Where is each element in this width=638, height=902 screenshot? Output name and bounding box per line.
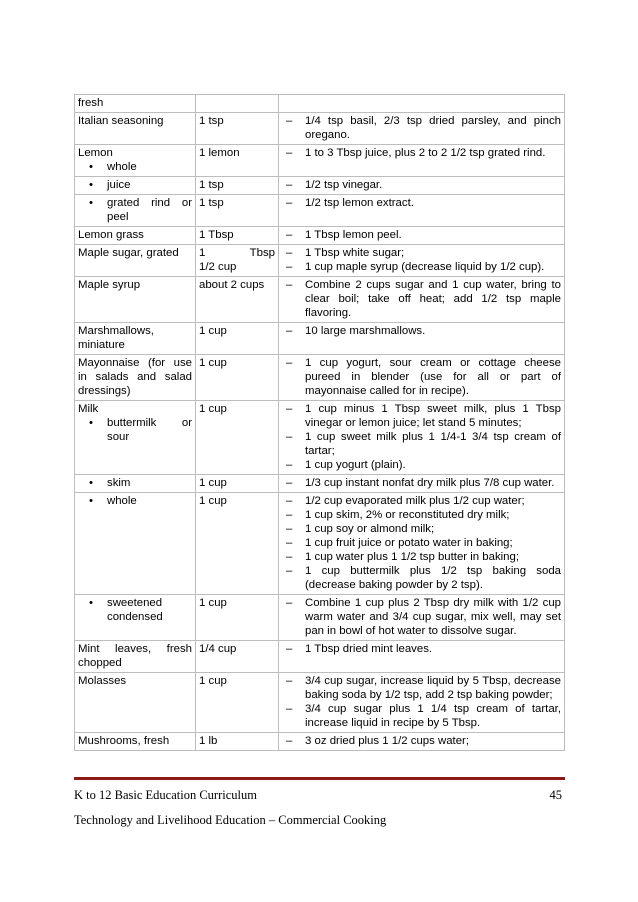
table-row	[75, 227, 565, 245]
table-row	[75, 195, 565, 227]
item-sub-entry: • juice	[78, 178, 192, 192]
table-row	[75, 733, 565, 751]
amount-value: 1 cup	[199, 597, 227, 609]
substitute-cell	[279, 595, 565, 641]
substitute-entry: – 3/4 cup sugar plus 1 1/4 tsp cream of tartar, increase liquid in recipe by 5 Tbsp.	[283, 702, 561, 730]
item-cell	[75, 177, 196, 195]
amount-cell	[196, 493, 279, 595]
substitute-entry: – 1 cup skim, 2% or reconstituted dry milk;	[283, 508, 561, 522]
substitute-cell	[279, 355, 565, 401]
item-cell	[75, 227, 196, 245]
amount-value: 1 lb	[199, 735, 218, 747]
table-row	[75, 245, 565, 277]
item-sub-entry: • whole	[78, 160, 192, 174]
substitute-entry: – Combine 1 cup plus 2 Tbsp dry milk with 1/2 cup warm water and 3/4 cup sugar, mix well, may set pan in bowl of hot water to dissolve sugar.	[283, 596, 561, 638]
amount-cell	[196, 323, 279, 355]
table-row	[75, 641, 565, 673]
amount-cell	[196, 145, 279, 177]
amount-cell	[196, 245, 279, 277]
item-cell	[75, 195, 196, 227]
item-name: Mushrooms, fresh	[78, 735, 170, 747]
substitute-cell	[279, 113, 565, 145]
item-sub-entry: • grated rind or peel	[78, 196, 192, 224]
item-name: Milk	[78, 403, 99, 415]
amount-cell	[196, 227, 279, 245]
amount-cell	[196, 673, 279, 733]
amount-value: 1 tsp	[199, 179, 224, 191]
table-row	[75, 401, 565, 475]
substitute-entry: – 1 cup soy or almond milk;	[283, 522, 561, 536]
table-row	[75, 177, 565, 195]
item-name: Italian seasoning	[78, 115, 164, 127]
amount-value: 1 cup	[199, 325, 227, 337]
item-cell	[75, 673, 196, 733]
item-cell	[75, 733, 196, 751]
amount-value: about 2 cups	[199, 279, 265, 291]
amount-cell	[196, 733, 279, 751]
amount-cell	[196, 641, 279, 673]
substitution-table-body	[75, 95, 565, 751]
substitute-cell	[279, 227, 565, 245]
substitute-cell	[279, 195, 565, 227]
substitute-cell	[279, 145, 565, 177]
substitute-cell	[279, 177, 565, 195]
amount-cell	[196, 177, 279, 195]
substitute-entry: – 1 to 3 Tbsp juice, plus 2 to 2 1/2 tsp grated rind.	[283, 146, 561, 160]
amount-value: 1/4 cup	[199, 643, 237, 655]
amount-value: 1 tsp	[199, 115, 224, 127]
amount-value: 1 lemon	[199, 147, 240, 159]
amount-value: 1 cup	[199, 403, 227, 415]
item-cell	[75, 95, 196, 113]
item-sub-entry: • buttermilk or sour	[78, 416, 192, 444]
substitute-entry: – 1 cup yogurt (plain).	[283, 458, 561, 472]
substitute-entry: – 1 Tbsp white sugar;	[283, 246, 561, 260]
item-cell	[75, 475, 196, 493]
substitute-entry: – 1 cup sweet milk plus 1 1/4-1 3/4 tsp cream of tartar;	[283, 430, 561, 458]
table-row	[75, 595, 565, 641]
amount-cell	[196, 95, 279, 113]
substitute-entry: – Combine 2 cups sugar and 1 cup water, bring to clear boil; take off heat; add 1/2 tsp maple flavoring.	[283, 278, 561, 320]
footer-rule	[74, 777, 565, 780]
table-row	[75, 323, 565, 355]
substitute-cell	[279, 493, 565, 595]
amount-value: 1/2 cup	[199, 261, 237, 273]
item-name: Molasses	[78, 675, 127, 687]
table-row	[75, 493, 565, 595]
item-sub-entry: • sweetened condensed	[78, 596, 192, 624]
amount-value: 1 cup	[199, 477, 227, 489]
amount-cell	[196, 475, 279, 493]
amount-value: 1 cup	[199, 357, 227, 369]
item-cell	[75, 595, 196, 641]
substitute-cell	[279, 401, 565, 475]
item-name: Mint leaves, fresh chopped	[78, 643, 192, 669]
footer-line-1	[74, 788, 565, 803]
substitution-table	[74, 94, 565, 751]
substitute-entry: – 1/3 cup instant nonfat dry milk plus 7/8 cup water.	[283, 476, 561, 490]
item-name: Maple syrup	[78, 279, 141, 291]
item-cell	[75, 323, 196, 355]
substitute-cell	[279, 277, 565, 323]
substitute-cell	[279, 673, 565, 733]
amount-cell	[196, 113, 279, 145]
substitute-entry: – 1/2 tsp lemon extract.	[283, 196, 561, 210]
substitute-entry: – 1/2 cup evaporated milk plus 1/2 cup water;	[283, 494, 561, 508]
item-name: Lemon grass	[78, 229, 144, 241]
substitute-cell	[279, 475, 565, 493]
substitute-entry: – 1 cup maple syrup (decrease liquid by 1/2 cup).	[283, 260, 561, 274]
amount-cell	[196, 401, 279, 475]
item-cell	[75, 113, 196, 145]
substitute-entry: – 1 cup minus 1 Tbsp sweet milk, plus 1 Tbsp vinegar or lemon juice; let stand 5 minutes;	[283, 402, 561, 430]
table-row	[75, 95, 565, 113]
item-sub-entry: • skim	[78, 476, 192, 490]
item-cell	[75, 145, 196, 177]
substitute-entry: – 1 Tbsp lemon peel.	[283, 228, 561, 242]
amount-value: 1 Tbsp	[199, 247, 275, 259]
substitute-entry: – 1 Tbsp dried mint leaves.	[283, 642, 561, 656]
footer-curriculum: K to 12 Basic Education Curriculum	[74, 788, 257, 802]
substitute-entry: – 1 cup water plus 1 1/2 tsp butter in baking;	[283, 550, 561, 564]
table-row	[75, 475, 565, 493]
substitute-entry: – 1 cup yogurt, sour cream or cottage cheese pureed in blender (use for all or part of mayonnaise called for in recipe).	[283, 356, 561, 398]
amount-value: 1 cup	[199, 675, 227, 687]
item-name: Maple sugar, grated	[78, 247, 179, 259]
substitute-cell	[279, 323, 565, 355]
substitute-cell	[279, 245, 565, 277]
table-row	[75, 277, 565, 323]
substitute-entry: – 1/4 tsp basil, 2/3 tsp dried parsley, and pinch oregano.	[283, 114, 561, 142]
amount-cell	[196, 355, 279, 401]
amount-cell	[196, 595, 279, 641]
item-name: fresh	[78, 97, 104, 109]
amount-cell	[196, 195, 279, 227]
amount-value: 1 cup	[199, 495, 227, 507]
substitute-cell	[279, 641, 565, 673]
substitute-entry: – 1/2 tsp vinegar.	[283, 178, 561, 192]
table-row	[75, 113, 565, 145]
substitute-entry: – 1 cup buttermilk plus 1/2 tsp baking soda (decrease baking powder by 2 tsp).	[283, 564, 561, 592]
item-name: Lemon	[78, 147, 113, 159]
page-number: 45	[549, 788, 562, 802]
substitute-entry: – 1 cup fruit juice or potato water in baking;	[283, 536, 561, 550]
substitute-cell	[279, 733, 565, 751]
substitute-entry: – 10 large marshmallows.	[283, 324, 561, 338]
substitute-entry: – 3/4 cup sugar, increase liquid by 5 Tbsp, decrease baking soda by 1/2 tsp, add 2 tsp baking powder;	[283, 674, 561, 702]
amount-value: 1 tsp	[199, 197, 224, 209]
substitute-entry: – 3 oz dried plus 1 1/2 cups water;	[283, 734, 561, 748]
item-cell	[75, 355, 196, 401]
amount-cell	[196, 277, 279, 323]
item-cell	[75, 245, 196, 277]
item-cell	[75, 401, 196, 475]
item-cell	[75, 493, 196, 595]
item-sub-entry: • whole	[78, 494, 192, 508]
item-cell	[75, 277, 196, 323]
item-cell	[75, 641, 196, 673]
substitute-cell	[279, 95, 565, 113]
table-row	[75, 673, 565, 733]
footer-subject: Technology and Livelihood Education – Commercial Cooking	[74, 813, 387, 827]
item-name: Mayonnaise (for use in salads and salad dressings)	[78, 357, 192, 397]
amount-value: 1 Tbsp	[199, 229, 234, 241]
table-row	[75, 355, 565, 401]
item-name: Marshmallows, miniature	[78, 325, 154, 351]
table-row	[75, 145, 565, 177]
